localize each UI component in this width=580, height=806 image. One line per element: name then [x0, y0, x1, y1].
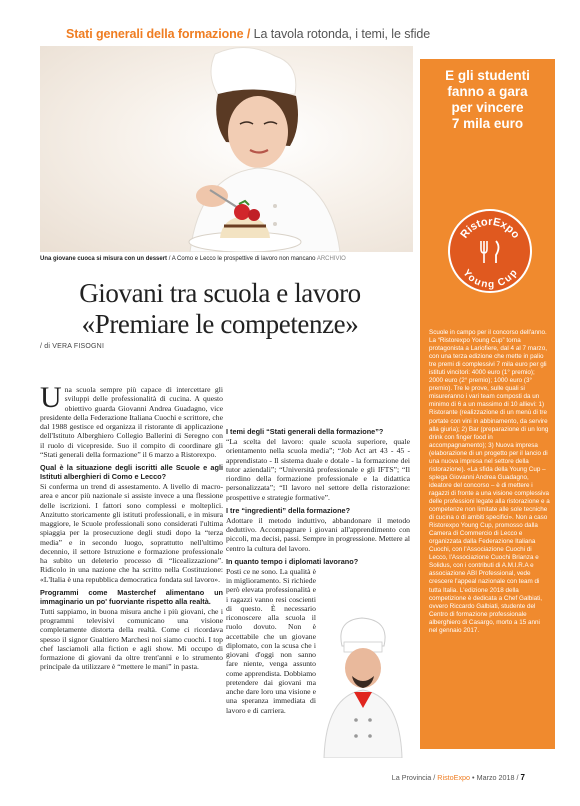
sidebar-body: Scuole in campo per il concorso dell'anno. La “Ristorexpo Young Cup” torna protagonista a Lariofiere, dal 4 al 7 marzo, con una terza edizione che mette in palio tre premi di complessivi 7 mila euro per gli istituti vincitori: 4000 euro (1° premio); 2000 euro (2° premio); 1000 euro (3° premio). Tre le prove, sulle quali si misureranno i vari team composti da un minimo di 6 a un massimo di 10 allievi: 1) Ristorante (realizzazione di un menù di tre portate con vini in abbinamento, da servire alla giuria); 2) Bar (preparazione di un long drink con finger food in accompagnamento); 3) Nuova impresa (elaborazione di un progetto per il lancio di una nuova impresa nel settore della ristorazione). «La sfida della Young Cup – spiega Giovanni Andrea Guadagno, ideatore del concorso – è di mettere i ragazzi di fronte a una visione complessiva delle professioni legate alla ristorazione e a competenze non limitate alle sole tecniche di cucina o di ambiti specifici». Non a caso Ristorexpo Young Cup, promosso dalla Camera di Commercio di Lecco e organizzata dalla Federazione Italiana Cuochi, con l'Associazione Cuochi di Lecco, l'Associazione Cuochi Brianza e Solidus, con i contributi di A.M.I.R.A e associazione ABI Professional, vede crescere l'appeal nazionale con team di tutta Italia. L'edizione 2018 della competizione è dedicata a Chef Galbiati, ovvero Riccardo Galbiati, studente del Centro di formazione professionale alberghiero di Casargo, morto a 15 anni nel gennaio 2017. [429, 329, 550, 634]
byline: / di VERA FISOGNI [40, 343, 105, 350]
interview-question: Qual è la situazione degli iscritti alle Scuole e agli Istituti alberghieri di Como e Lecco? [40, 463, 223, 481]
page-number: 7 [520, 773, 525, 782]
hero-photo [40, 46, 413, 252]
interview-question: I temi degli “Stati generali della formazione”? [226, 427, 384, 436]
headline-line-1: Giovani tra scuola e lavoro [79, 278, 361, 308]
caption-bold: Una giovane cuoca si misura con un dessert [40, 256, 168, 262]
dropcap: U [40, 381, 62, 414]
section-title: Stati generali della formazione [66, 27, 244, 41]
sidebar-title-line: E gli studenti [445, 68, 530, 83]
article-paragraph: Si conferma un trend di assestamento. A livello di macro-area e ancor più nazionale si assiste invece a una flessione delle iscrizioni. I fattori sono complessi e molteplici. Anzitutto storicamente gli istituti professionali, e in misura maggiore, le Scuole professionali sono considerati l'ultima spiaggia per la prosecuzione degli studi dopo la “terza media” e in secondo luogo, soprattutto nell'ultimo decennio, il settore Istruzione e formazione professionale ha subito un deleterio processo di “licealizzazione”. Ridicolo in una nazione che ha scritto nella Costituzione: «L'Italia è una repubblica democratica fondata sul lavoro». [40, 482, 223, 584]
header-separator: / [246, 27, 251, 41]
svg-text:Young Cup [460, 268, 519, 291]
cook-illustration [40, 46, 413, 252]
sidebar-title-line: per vincere [451, 100, 524, 115]
headline [20, 278, 420, 340]
interview-question: In quanto tempo i diplomati lavorano? [226, 556, 359, 566]
article-paragraph: Una scuola sempre più capace di intercettare gli sviluppi delle professionalità di cucina. A questo obiettivo guarda Giovanni Andrea Guadagno, vice presidente della Federazione Italiana Cuochi e scrittore, che dal 1988 gestisce ed organizza il ristorante di applicazione dell'Istituto Alberghiero Collegio Ballerini di Seregno con il ruolo di vicepreside. Suo il compito di coordinare gli “Stati generali della formazione” il 6 marzo a Ristorexpo. [40, 381, 223, 459]
section-subtitle: La tavola rotonda, i temi, le sfide [253, 27, 431, 41]
footer-paper: La Provincia [391, 773, 432, 782]
caption-text: / A Como e Lecco le prospettive di lavoro non mancano [167, 256, 316, 262]
sidebar-title-line: 7 mila euro [451, 116, 524, 131]
chef-portrait [314, 616, 412, 758]
svg-text:RistorExpo [458, 216, 521, 241]
interview-question: Programmi come Masterchef alimentano un immaginario un po' fuorviante rispetto alla realtà. [40, 587, 223, 606]
young-cup-logo [448, 209, 532, 293]
photo-caption [40, 256, 413, 262]
article-paragraph: Tutti sappiamo, in buona misura anche i più giovani, che i programmi televisivi comunicano una visione completamente distorta della realtà. Come ci ricordava spesso il signor Gualtiero Marchesi noi siamo cuochi. I top chef lasciamoli alla fiction e agli show. Mi occupo di formazione di giovani da oltre trent'anni e lo strumento principale da utilizzare è “mettere le mani” in pasta. [40, 606, 223, 672]
article-paragraph: “La scelta del lavoro: quale scuola superiore, quale orientamento nella scuola media”; “Job Act art 43 - 45 - apprendistato - Il sistema duale e dotale - la formazione dei tutor aziendali”; “Università professionale e gli IFTS”; “Il riordino della formazione professionale e la didattica personalizzata”; “Il lavoro nel settore della ristorazione: prospettive e strategie formative”. [226, 437, 410, 502]
headline-line-2: «Premiare le competenze» [81, 309, 359, 339]
sidebar-title-line: fanno a gara [447, 84, 528, 99]
page-footer: La Provincia / RistoExpo • Marzo 2018 / 7 [391, 773, 525, 782]
section-header [66, 27, 430, 41]
footer-date: Marzo 2018 [476, 773, 515, 782]
article-paragraph: Posti ce ne sono. La qualità è in miglioramento. Si richiede però elevata professionalità e i ragazzi vanno resi coscienti di questo. È necessario riconoscere alla scuola il ruolo dovuto. Non è accettabile che un giovane diplomato, con la scusa che i giovani d'oggi non sanno fare niente, venga assunto come apprendista. Dobbiamo pretendere dai giovani ma anche dare loro una visione e una speranza immediata di lavoro e di carriera. [226, 566, 316, 715]
sidebar-title [420, 68, 555, 132]
interview-question: I tre “ingredienti” della formazione? [226, 505, 351, 515]
cutlery-icon [450, 211, 530, 291]
sidebar-box [420, 59, 555, 749]
badge-top-text: RistorExpo [458, 215, 522, 241]
badge-bottom-text: Young Cup [460, 267, 520, 291]
article-paragraph: Adottare il metodo induttivo, abbandonare il metodo deduttivo. Accompagnare i giovani all'apprendimento con piccoli, ma decisi, passi. Sempre in progressione. Mettere al centro la cultura del lavoro. [226, 515, 410, 553]
chef-figure [314, 616, 412, 758]
footer-section: RistoExpo [437, 773, 471, 782]
photo-credit: ARCHIVIO [316, 256, 346, 262]
article-column-1 [40, 381, 223, 675]
